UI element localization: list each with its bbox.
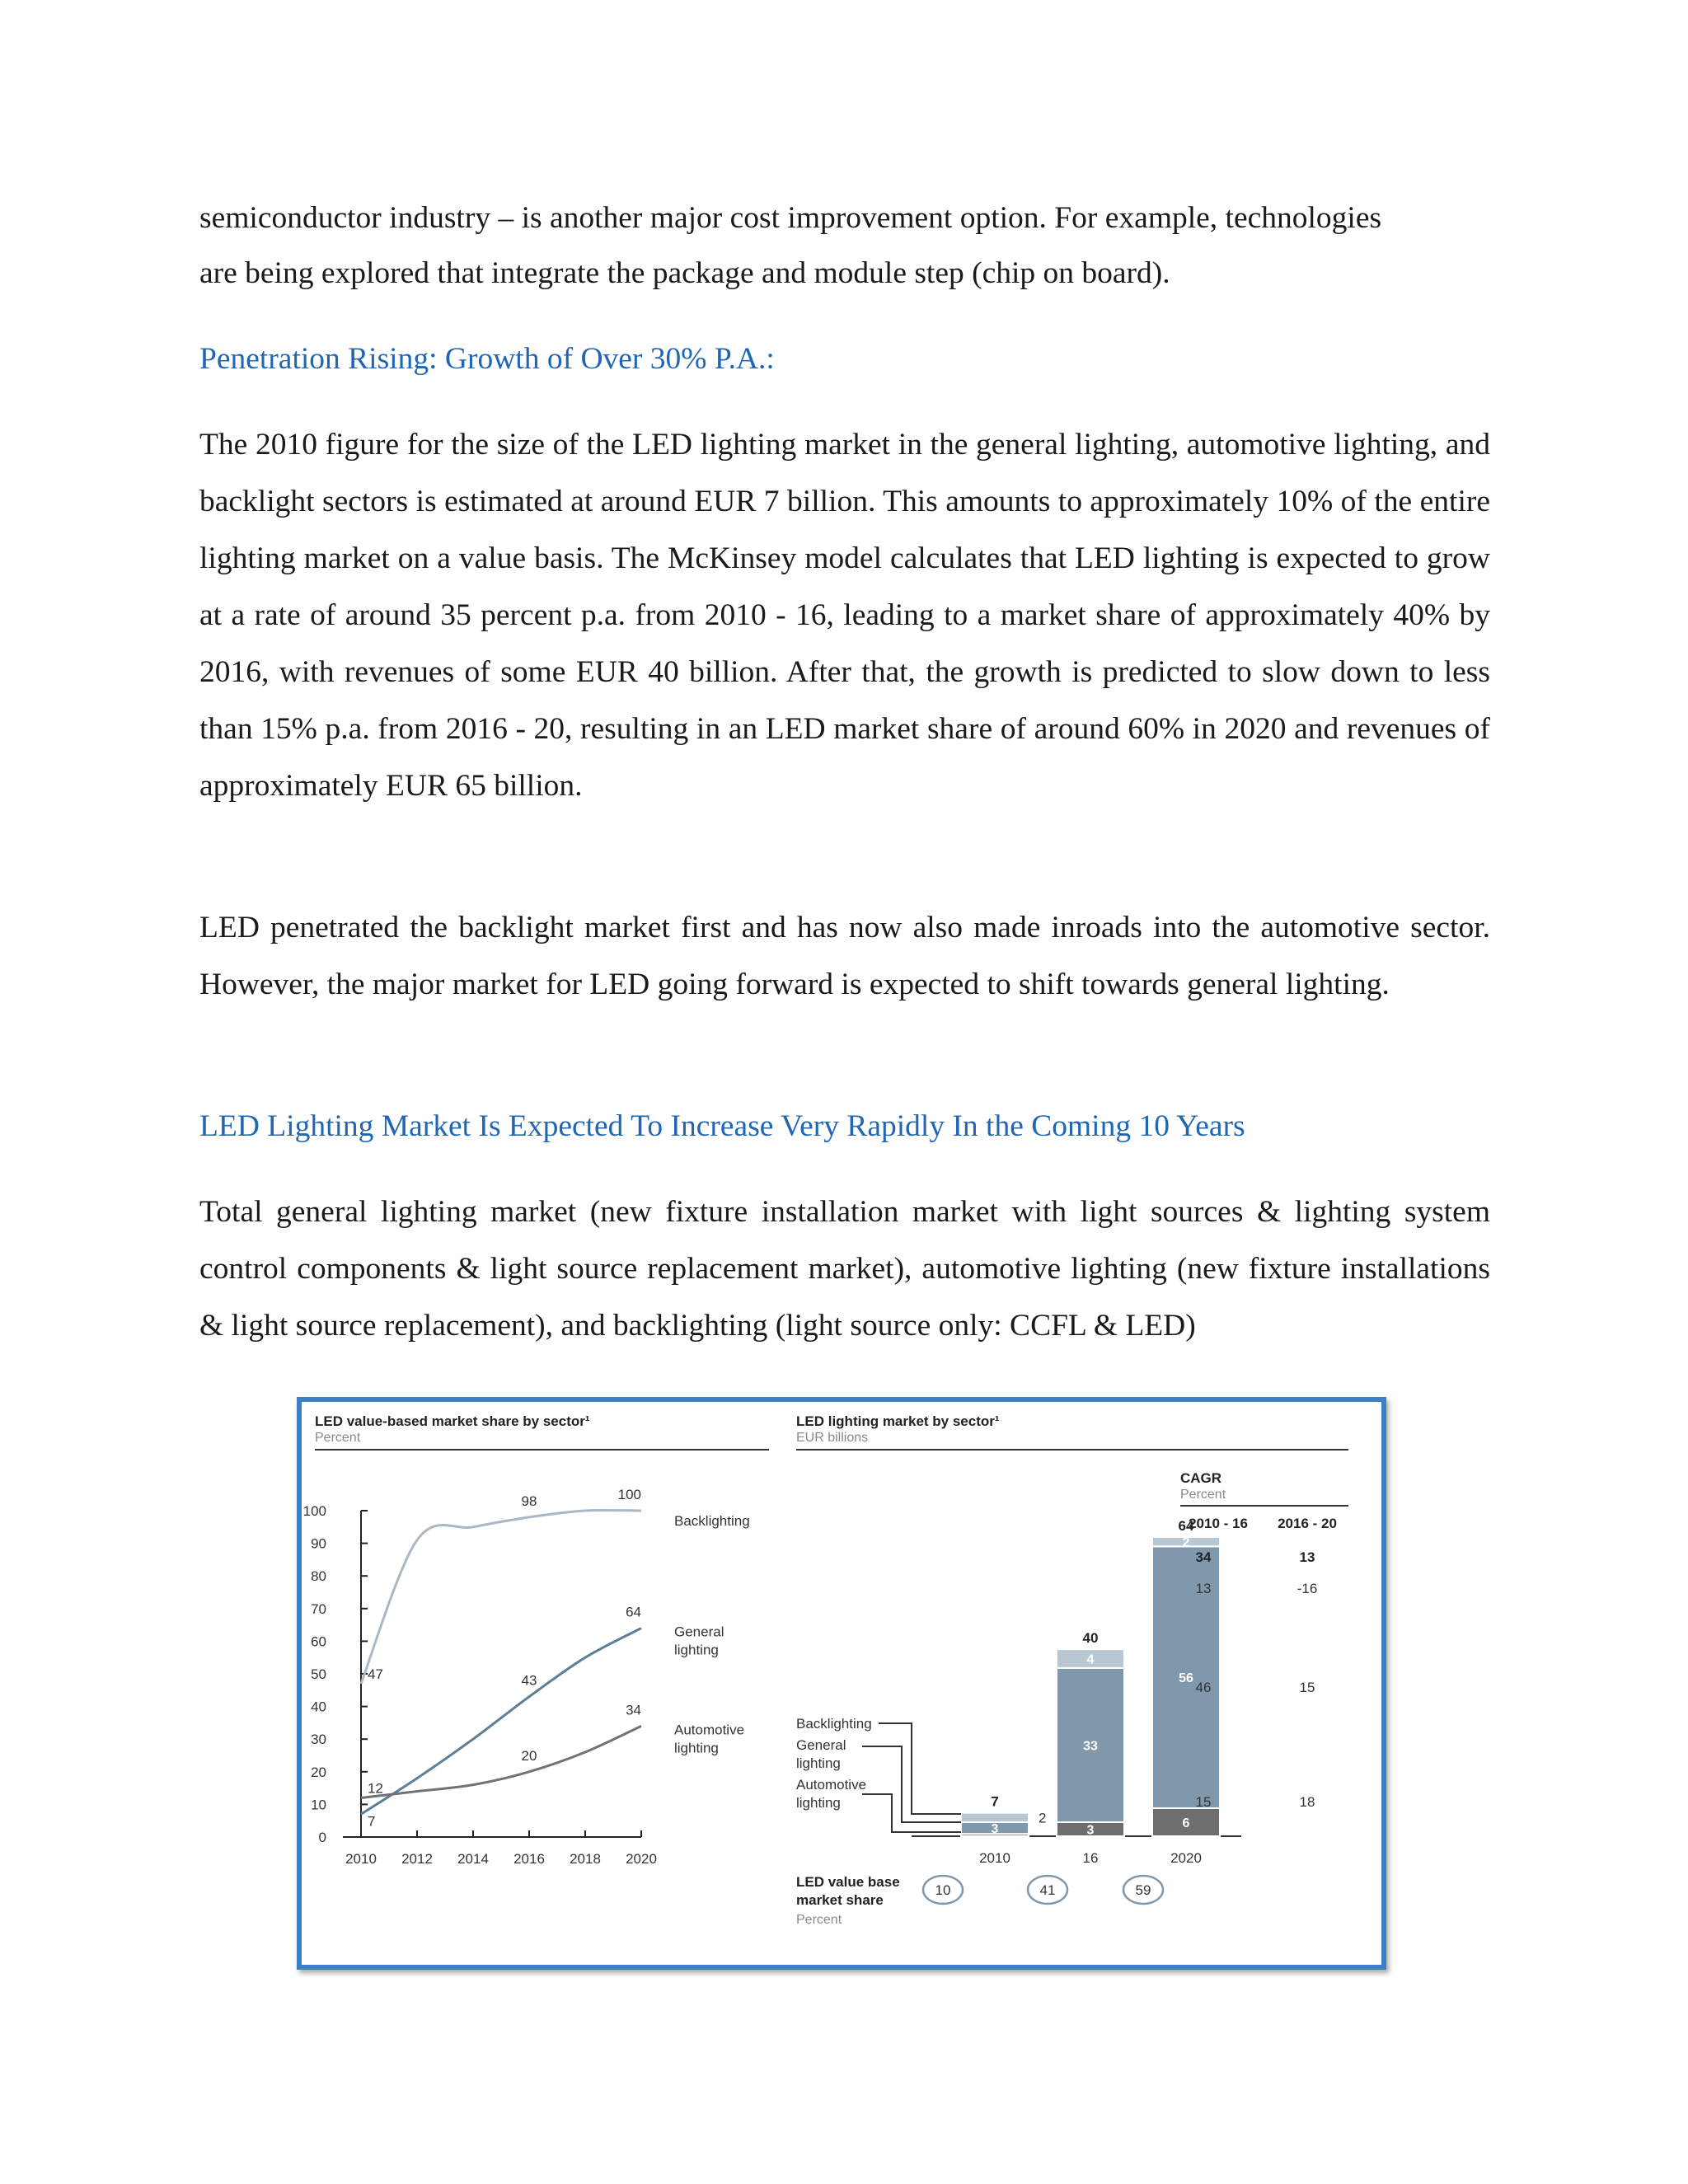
bar-category-label: 16 [1082, 1850, 1099, 1866]
cagr-title: CAGR [1180, 1470, 1222, 1486]
value-share-value: 41 [1039, 1882, 1056, 1898]
y-tick-label: 10 [311, 1797, 326, 1813]
y-tick-label: 70 [311, 1601, 326, 1617]
bar-category-label: 2020 [1170, 1850, 1202, 1866]
bar-total-label: 40 [1082, 1630, 1099, 1647]
bar-legend-label: Automotive [796, 1777, 867, 1793]
bar-category-label: 2010 [979, 1850, 1010, 1866]
data-label: 12 [368, 1780, 383, 1797]
y-tick-label: 60 [311, 1633, 326, 1650]
cagr-subtitle: Percent [1180, 1488, 1226, 1502]
chart-canvas [302, 1402, 1381, 1965]
bar-value-label: 33 [1083, 1739, 1098, 1754]
paragraph-market-size: The 2010 figure for the size of the LED lighting market in the general lighting, automotive lighting, and backlight sectors is estimated at around EUR 7 billion. This amounts to approximately 10% of the entire lighting market on a value basis. The McKinsey model calculates that LED lighting is expected to grow at a rate of around 35 percent p.a. from 2010 - 16, leading to a market share of approximately 40% by 2016, with revenues of some EUR 40 billion. After that, the growth is predicted to slow down to less than 15% p.a. from 2016 - 20, resulting in an LED market share of around 60% in 2020 and revenues of approximately EUR 65 billion. [199, 428, 1490, 803]
heading-penetration-rising: Penetration Rising: Growth of Over 30% P.A.: [199, 342, 775, 376]
bar-total-label: 7 [991, 1793, 999, 1810]
bar-total-label: 64 [1178, 1518, 1194, 1535]
x-tick-label: 2016 [513, 1851, 545, 1867]
data-label: 100 [617, 1487, 641, 1502]
bar-value-label: 4 [1086, 1652, 1095, 1667]
data-label: 98 [521, 1493, 537, 1509]
bar-value-label: 6 [1182, 1816, 1190, 1830]
y-tick-label: 100 [302, 1503, 326, 1519]
bar-legend-label: Backlighting [796, 1716, 872, 1732]
series-line-general-lighting [361, 1629, 641, 1815]
data-label: 34 [626, 1702, 641, 1718]
x-tick-label: 2014 [457, 1851, 489, 1867]
value-share-unit: Percent [796, 1913, 842, 1927]
cagr-header: 2010 - 16 [1189, 1516, 1248, 1531]
paragraph-intro-line2: are being explored that integrate the package and module step (chip on board). [199, 256, 1170, 290]
bar-legend-label: lighting [796, 1755, 841, 1771]
x-tick-label: 2012 [401, 1851, 433, 1867]
paragraph-total-market: Total general lighting market (new fixture installation market with light sources & lighting system control components & light source replacement market), automotive lighting (new fixture installations & light source replacement), and backlighting (light source only: CCFL & LED) [199, 1195, 1490, 1343]
paragraph-backlight: LED penetrated the backlight market first and has now also made inroads into the automotive sector. However, the major market for LED going forward is expected to shift towards general lighting. [199, 911, 1490, 1001]
bar-value-label: 3 [991, 1822, 999, 1837]
line-legend-label: lighting [674, 1740, 719, 1756]
cagr-value: 13 [1299, 1549, 1315, 1565]
data-label: 43 [521, 1672, 537, 1689]
y-tick-label: 50 [311, 1666, 326, 1682]
data-label: 47 [368, 1666, 383, 1682]
data-label: 20 [521, 1747, 537, 1764]
data-label: 64 [626, 1604, 641, 1620]
line-legend-label: Backlighting [674, 1513, 750, 1529]
line-legend-label: Automotive [674, 1722, 745, 1738]
bar-value-label: 3 [1086, 1823, 1095, 1838]
bar-value-label: 2 [1039, 1810, 1047, 1826]
y-tick-label: 30 [311, 1732, 326, 1748]
series-line-backlighting [361, 1510, 641, 1683]
value-share-value: 10 [935, 1882, 951, 1898]
heading-led-market-increase: LED Lighting Market Is Expected To Increase Very Rapidly In the Coming 10 Years [199, 1109, 1245, 1143]
cagr-value: 46 [1195, 1680, 1212, 1695]
y-tick-label: 20 [311, 1764, 326, 1780]
bar-chart-subtitle: EUR billions [796, 1431, 869, 1445]
cagr-value: -16 [1296, 1581, 1318, 1596]
bar-value-label: 56 [1179, 1671, 1193, 1686]
value-share-label: LED value base [796, 1874, 900, 1890]
x-tick-label: 2010 [345, 1851, 377, 1867]
y-tick-label: 0 [318, 1830, 326, 1845]
y-tick-label: 80 [311, 1568, 326, 1585]
bar-chart-title: LED lighting market by sector¹ [796, 1413, 1000, 1429]
cagr-value: 15 [1299, 1680, 1315, 1695]
cagr-header: 2016 - 20 [1278, 1516, 1337, 1531]
y-tick-label: 90 [311, 1535, 326, 1552]
cagr-value: 18 [1299, 1794, 1315, 1810]
bar-value-label: 2 [1182, 1535, 1190, 1550]
value-share-label: market share [796, 1892, 884, 1908]
line-chart-title: LED value-based market share by sector¹ [315, 1413, 590, 1429]
bar-legend-label: lighting [796, 1795, 841, 1811]
cagr-value: 13 [1195, 1581, 1212, 1596]
x-tick-label: 2018 [570, 1851, 601, 1867]
chart-figure [297, 1397, 1386, 1970]
bar-segment-backlighting [961, 1813, 1029, 1822]
data-label: 7 [368, 1813, 376, 1830]
paragraph-intro-line1: semiconductor industry – is another major cost improvement option. For example, technologies [199, 201, 1382, 235]
cagr-value: 34 [1195, 1549, 1212, 1565]
line-chart-subtitle: Percent [315, 1431, 361, 1445]
line-legend-label: lighting [674, 1642, 719, 1658]
y-tick-label: 40 [311, 1699, 326, 1715]
line-legend-label: General [674, 1624, 724, 1640]
bar-legend-label: General [796, 1737, 846, 1753]
value-share-value: 59 [1135, 1882, 1151, 1898]
x-tick-label: 2020 [626, 1851, 657, 1867]
cagr-value: 15 [1195, 1794, 1212, 1810]
